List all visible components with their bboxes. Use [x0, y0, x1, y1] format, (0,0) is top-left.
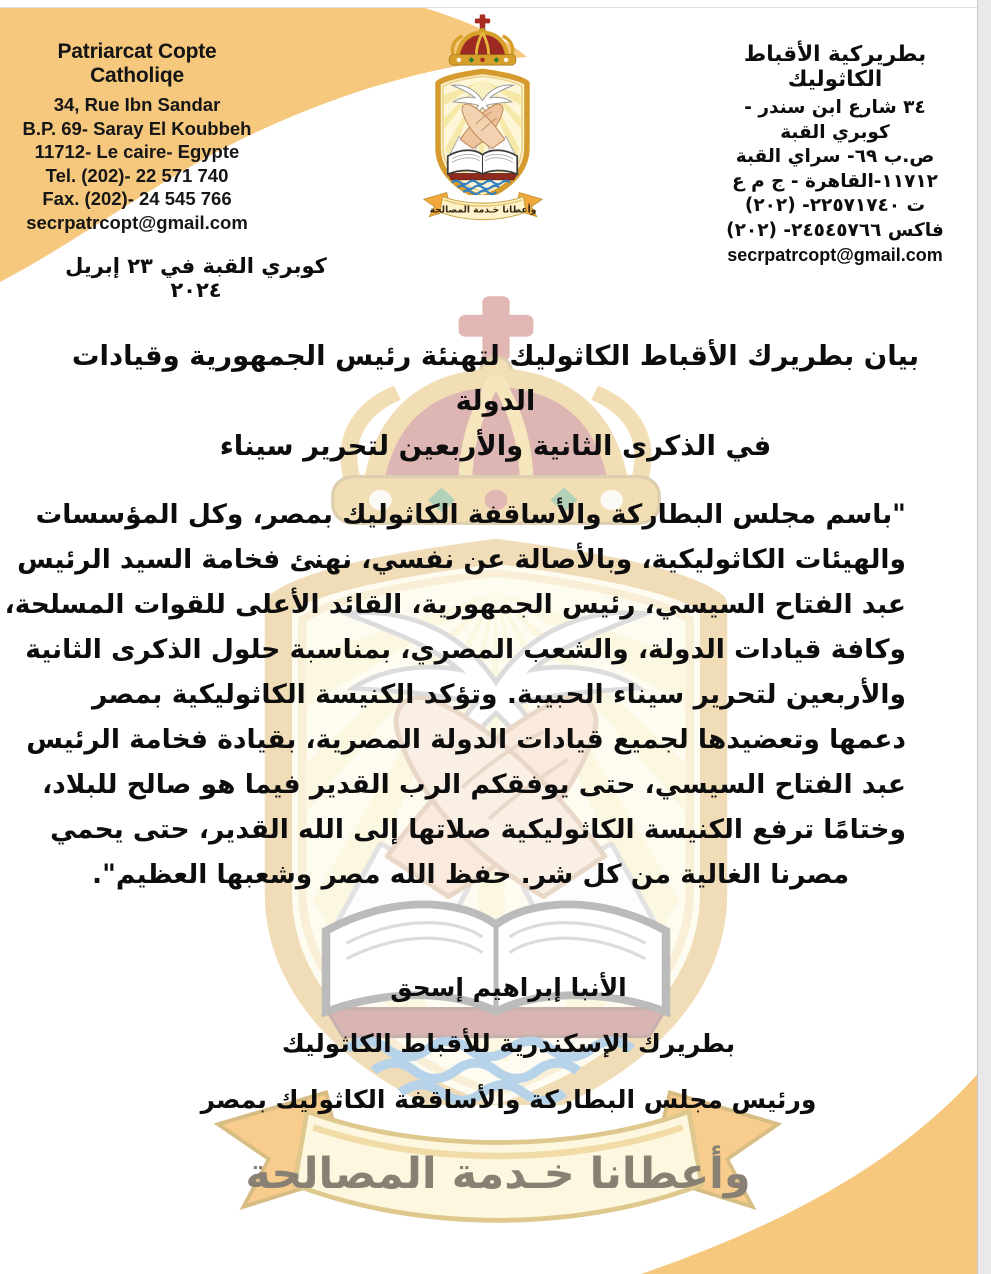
arabic-address-line: ٣٤ شارع ابن سندر - كوبري القبة — [744, 97, 926, 143]
arabic-phone-line: ت ٢٢٥٧١٧٤٠- (٢٠٢) — [744, 195, 926, 216]
arabic-email: secrpatrcopt@gmail.com — [727, 245, 943, 265]
latin-phone-line: Tel. (202)- 22 571 740 — [45, 164, 229, 186]
body-line: مصرنا الغالية من كل شر. حفظ الله مصر وشعبها العظيم". — [92, 859, 850, 890]
date-line: كوبري القبة في ٢٣ إبريل ٢٠٢٤ — [65, 254, 327, 302]
latin-fax-line: Fax. (202)- 24 545 766 — [42, 188, 232, 209]
body-line: "باسم مجلس البطاركة والأساقفة الكاثوليك بمصر، وكل المؤسسات — [35, 499, 906, 530]
statement-title-line2: في الذكرى الثانية والأربعين لتحرير سيناء — [219, 430, 772, 462]
body-line: والهيئات الكاثوليكية، وبالأصالة عن نفسي، نهنئ فخامة السيد الرئيس — [17, 544, 906, 575]
signature-block — [26, 960, 991, 1128]
latin-address-line: B.P. 69- Saray El Koubbeh — [22, 117, 252, 139]
header-arabic-block — [713, 42, 957, 268]
signatory-role-1: بطريرك الإسكندرية للأقباط الكاثوليك — [281, 1029, 736, 1058]
arabic-address-line: ص.ب ٦٩- سراي القبة — [735, 146, 935, 167]
latin-email: secrpatrcopt@gmail.com — [26, 211, 248, 233]
body-line: والأربعين لتحرير سيناء الحبيبة. وتؤكد الكنيسة الكاثوليكية بمصر — [92, 679, 906, 710]
arabic-address-line: ١١٧١٢-القاهرة - ج م ع — [732, 170, 938, 192]
latin-address-line: 34, Rue Ibn Sandar — [53, 94, 221, 115]
body-line: وكافة قيادات الدولة، والشعب المصري، بمناسبة حلول الذكرى الثانية — [25, 634, 906, 665]
header-emblem-ribbon — [409, 191, 557, 225]
body-line: دعمها وتعضيدها لجميع قيادات الدولة المصرية، بقيادة فخامة الرئيس — [26, 724, 906, 755]
signatory-name: الأنبا إبراهيم إسحق — [390, 973, 627, 1002]
statement-title-line1: بيان بطريرك الأقباط الكاثوليك لتهنئة رئيس الجمهورية وقيادات الدولة — [71, 340, 920, 417]
body-line: عبد الفتاح السيسي، رئيس الجمهورية، القائد الأعلى للقوات المسلحة، — [4, 589, 906, 620]
body-line: وختامًا ترفع الكنيسة الكاثوليكية صلاتها إلى الله القدير، حتى يحمي — [50, 814, 906, 845]
scan-edge-right — [977, 0, 991, 1274]
signatory-role-2: ورئيس مجلس البطاركة والأساقفة الكاثوليك بمصر — [200, 1085, 817, 1114]
body-paragraph — [4, 492, 906, 897]
arabic-fax-line: فاكس ٢٤٥٤٥٧٦٦- (٢٠٢) — [726, 219, 944, 241]
scan-edge-top — [0, 7, 978, 8]
header-latin-block — [14, 40, 260, 234]
body-line: عبد الفتاح السيسي، حتى يوفقكم الرب القدير فيما هو صالح للبلاد، — [42, 769, 906, 800]
latin-org-name: Patriarcat Copte Catholiqe — [57, 40, 217, 87]
header-emblem-shield — [406, 13, 559, 195]
arabic-org-name: بطريركية الأقباط الكاثوليك — [743, 42, 927, 92]
latin-address-line: 11712- Le caire- Egypte — [34, 141, 240, 162]
statement-title — [70, 334, 921, 469]
